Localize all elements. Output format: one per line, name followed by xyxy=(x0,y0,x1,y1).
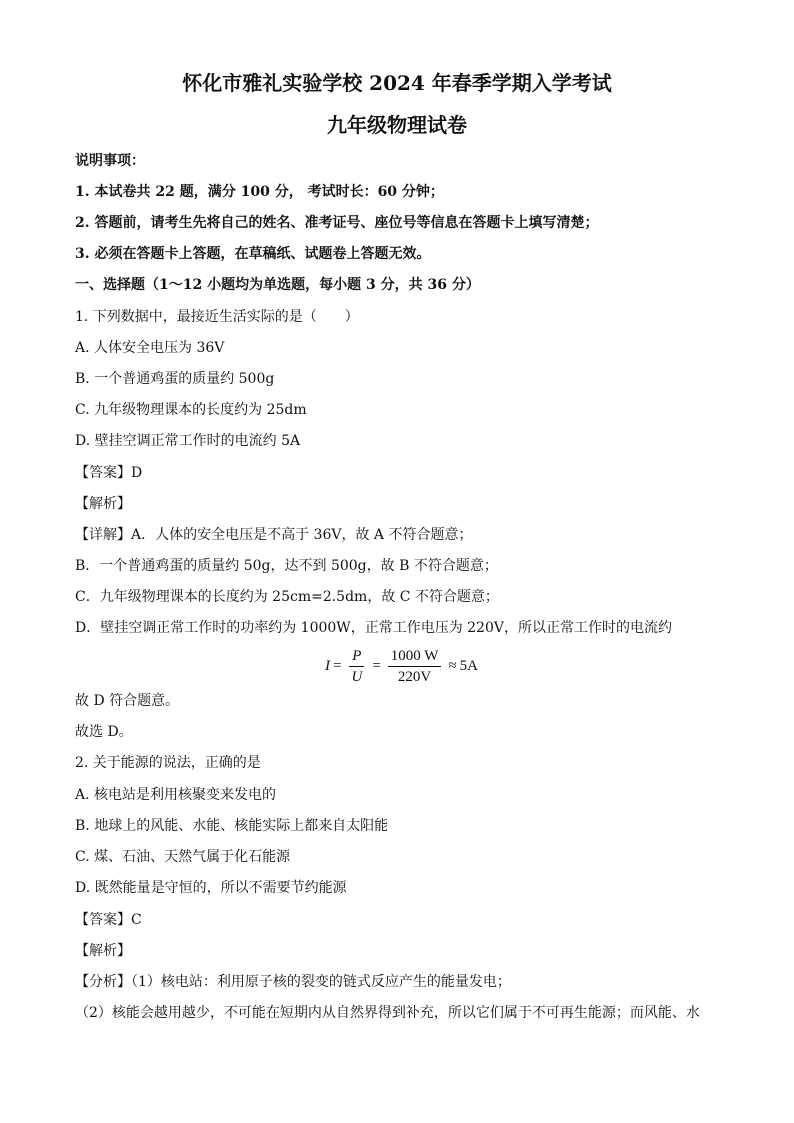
analysis-label: 【解析】 xyxy=(75,496,131,512)
question-option: A. 人体安全电压为 36V xyxy=(75,340,225,356)
question-option: A. 核电站是利用核聚变来发电的 xyxy=(75,787,277,803)
question-option: C. 煤、石油、天然气属于化石能源 xyxy=(75,849,291,865)
page-subtitle: 九年级物理试卷 xyxy=(327,113,467,137)
answer-label: 【答案】C xyxy=(75,912,142,928)
analysis-label: 【解析】 xyxy=(75,943,131,959)
page-title: 怀化市雅礼实验学校 2024 年春季学期入学考试 xyxy=(182,71,612,95)
formula-denominator: 220V xyxy=(397,668,432,685)
current-formula xyxy=(325,643,478,689)
question-option: D. 壁挂空调正常工作时的电流约 5A xyxy=(75,433,301,449)
analysis-conclusion: 故 D 符合题意。 xyxy=(75,693,180,709)
formula-equals: = xyxy=(372,657,381,674)
question-option: C. 九年级物理课本的长度约为 25dm xyxy=(75,402,307,418)
instruction-item: 2. 答题前，请考生先将自己的姓名、准考证号、座位号等信息在答题卡上填写清楚； xyxy=(75,215,599,231)
section-heading: 一、选择题（1～12 小题均为单选题，每小题 3 分，共 36 分） xyxy=(75,277,480,293)
formula-approx: ≈ xyxy=(448,657,457,674)
analysis-detail: 【详解】A．人体的安全电压是不高于 36V，故 A 不符合题意； xyxy=(75,527,473,543)
formula-denominator: U xyxy=(351,668,363,685)
question-option: B. 一个普通鸡蛋的质量约 500g xyxy=(75,371,275,387)
analysis-detail: 【分析】（1）核电站：利用原子核的裂变的链式反应产生的能量发电； xyxy=(75,974,511,990)
question-option: D. 既然能量是守恒的，所以不需要节约能源 xyxy=(75,880,347,896)
instruction-item: 1. 本试卷共 22 题，满分 100 分， 考试时长：60 分钟； xyxy=(75,184,444,200)
analysis-detail: C．九年级物理课本的长度约为 25cm=2.5dm，故 C 不符合题意； xyxy=(75,589,499,605)
instruction-item: 3. 必须在答题卡上答题，在草稿纸、试题卷上答题无效。 xyxy=(75,246,431,262)
formula-numerator: 1000 W xyxy=(388,647,442,667)
formula-equals: = xyxy=(333,657,342,674)
analysis-detail: D．壁挂空调正常工作时的功率约为 1000W，正常工作电压为 220V，所以正常工作时的电流约 xyxy=(75,620,672,636)
formula-numerator: P xyxy=(349,647,364,667)
instructions-heading: 说明事项： xyxy=(75,153,145,169)
answer-label: 【答案】D xyxy=(75,465,143,481)
formula-fraction-values xyxy=(388,647,442,686)
analysis-detail: B．一个普通鸡蛋的质量约 50g，达不到 500g，故 B 不符合题意； xyxy=(75,558,498,574)
formula-result: 5A xyxy=(459,657,478,674)
analysis-choice: 故选 D。 xyxy=(75,724,133,740)
formula-fraction-pu xyxy=(348,647,365,686)
question-option: B. 地球上的风能、水能、核能实际上都来自太阳能 xyxy=(75,818,389,834)
formula-lhs: I xyxy=(325,657,330,674)
question-stem: 2. 关于能源的说法，正确的是 xyxy=(75,755,261,771)
question-stem: 1. 下列数据中，最接近生活实际的是（ ） xyxy=(75,309,359,325)
analysis-detail: （2）核能会越用越少，不可能在短期内从自然界得到补充，所以它们属于不可再生能源；而风能、水 xyxy=(75,1005,700,1021)
